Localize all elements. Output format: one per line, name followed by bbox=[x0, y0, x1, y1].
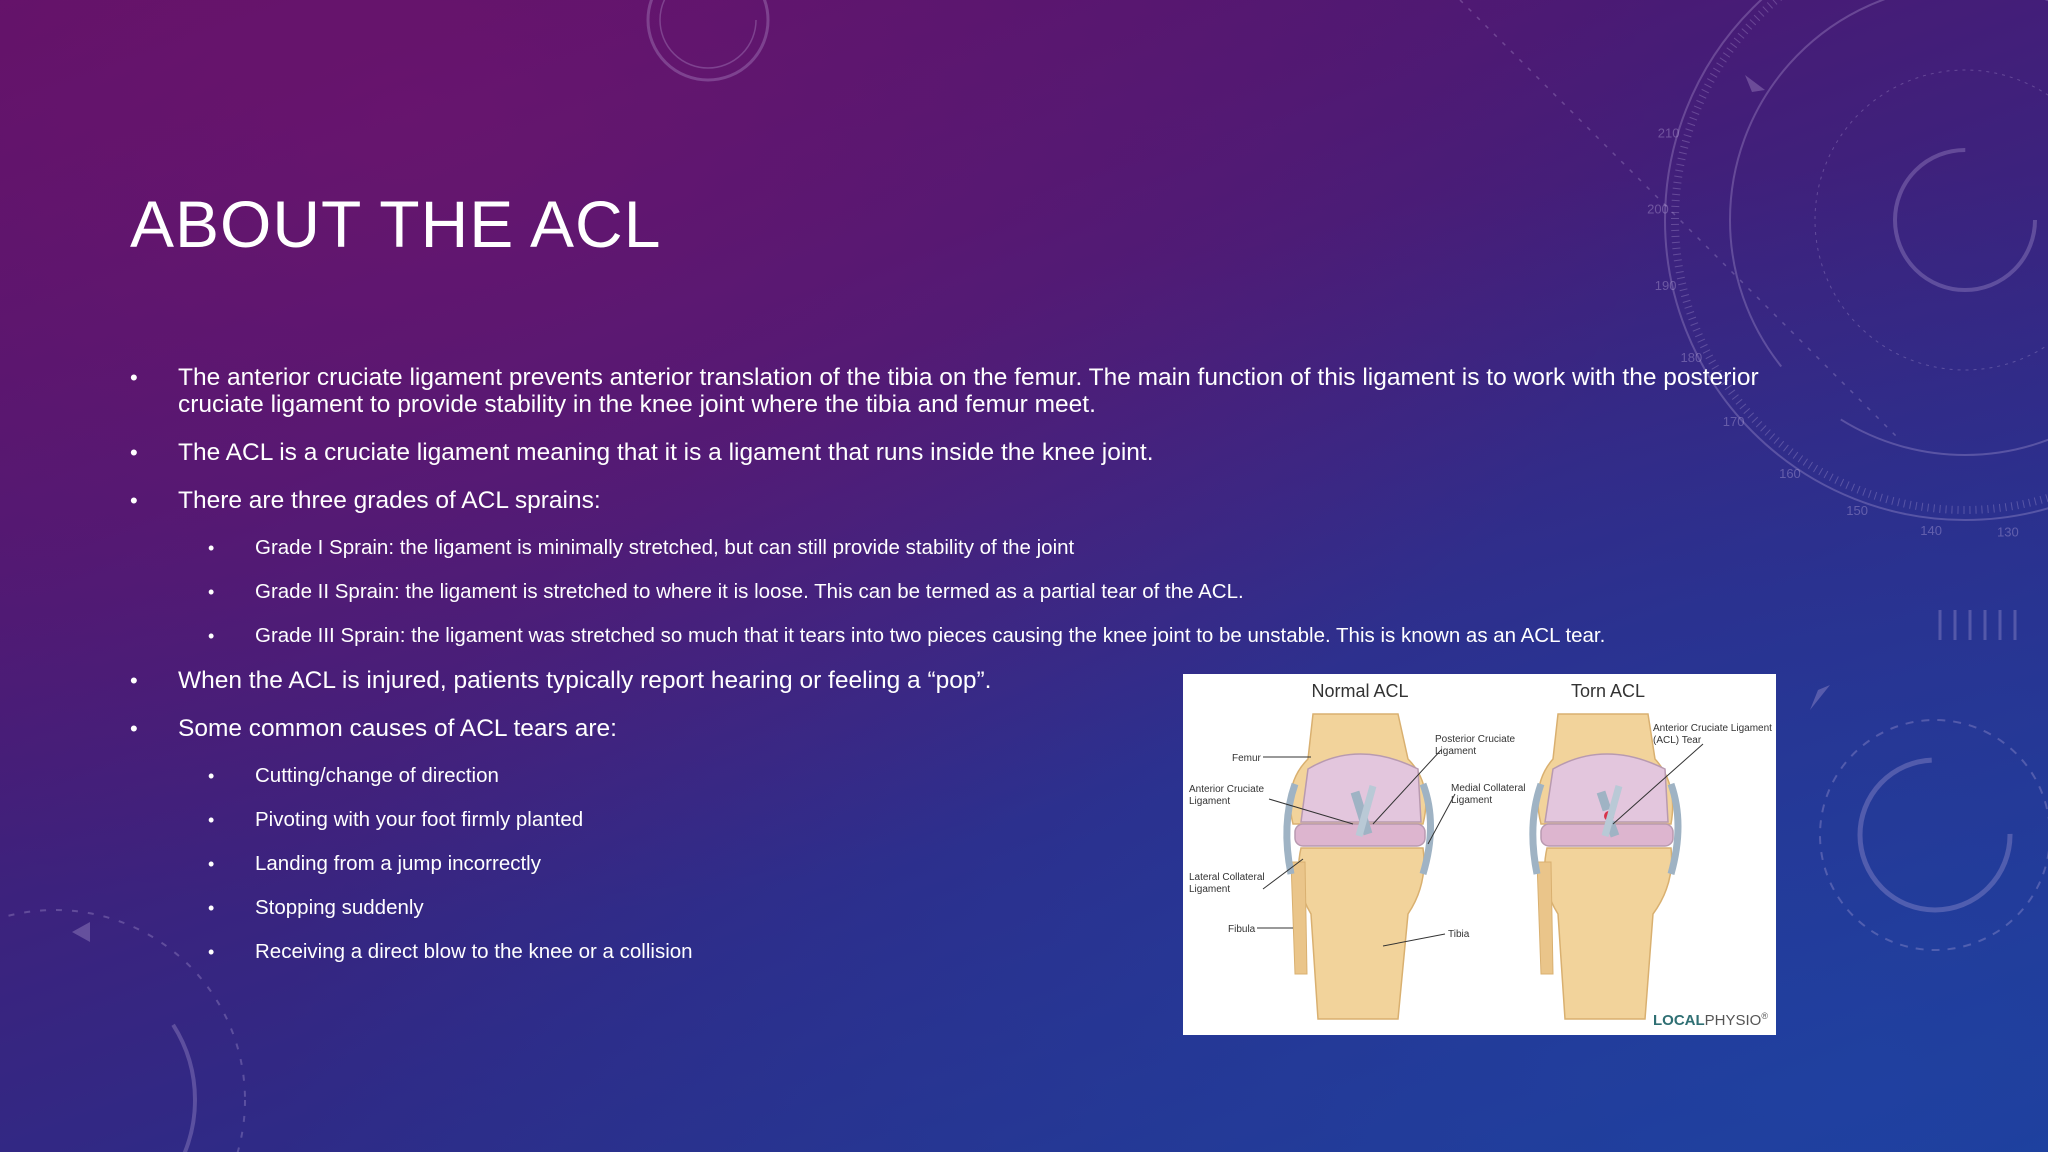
label-tibia: Tibia bbox=[1448, 929, 1470, 940]
sub-bullet-text: Receiving a direct blow to the knee or a collision bbox=[255, 940, 693, 963]
sub-bullet-text: Grade III Sprain: the ligament was stretched so much that it tears into two pieces causing the knee joint to be unstable. This is known as an ACL tear. bbox=[255, 624, 1606, 647]
bullet-dot: • bbox=[208, 582, 215, 602]
bullet-dot: • bbox=[130, 488, 138, 513]
torn-acl-heading: Torn ACL bbox=[1570, 681, 1646, 701]
dial-number: 210 bbox=[1657, 125, 1680, 141]
top-ring bbox=[648, 0, 768, 80]
bullet-dot: • bbox=[208, 854, 215, 874]
sub-bullet-text: Grade I Sprain: the ligament is minimally stretched, but can still provide stability of the joint bbox=[255, 536, 1075, 559]
arrow-marker-top bbox=[1745, 75, 1765, 92]
normal-knee-drawing bbox=[1287, 714, 1431, 1019]
torn-tibia-shape bbox=[1545, 848, 1672, 1019]
label-femur: Femur bbox=[1232, 753, 1261, 764]
bottom-left-ring bbox=[0, 960, 195, 1152]
sub-bullet-cause-3 bbox=[130, 851, 1255, 877]
dial-number: 140 bbox=[1920, 522, 1943, 538]
label-mcl: Medial Collateral Ligament bbox=[1451, 783, 1526, 806]
bullet-dot: • bbox=[130, 668, 138, 693]
sub-bullet-text: Grade II Sprain: the ligament is stretched to where it is loose. This can be termed as a partial tear of the ACL. bbox=[255, 580, 1244, 603]
bullet-pop bbox=[130, 667, 1178, 694]
dial-number: 200 bbox=[1647, 201, 1669, 217]
bullet-dot: • bbox=[208, 626, 215, 646]
arrow-marker-right bbox=[1810, 685, 1830, 710]
sub-bullet-grade-2 bbox=[130, 579, 1790, 605]
bullet-dot: • bbox=[208, 810, 215, 830]
sub-bullet-grade-1 bbox=[130, 535, 1790, 561]
right-ring-dashed bbox=[1820, 720, 2048, 950]
bullet-grades-intro bbox=[130, 487, 1790, 514]
sub-bullet-text: Stopping suddenly bbox=[255, 896, 424, 919]
bullet-causes-intro bbox=[130, 715, 1178, 742]
sub-bullet-cause-1 bbox=[130, 763, 1255, 789]
bullet-acl-function bbox=[130, 364, 1790, 418]
sub-bullet-cause-4 bbox=[130, 895, 1255, 921]
bullet-dot: • bbox=[130, 365, 138, 390]
dial-number: 160 bbox=[1779, 466, 1801, 481]
torn-fibula-shape bbox=[1537, 862, 1553, 974]
bullet-dot: • bbox=[208, 898, 215, 918]
dial-core-ring bbox=[1895, 150, 2035, 290]
arrow-marker-left bbox=[72, 922, 90, 942]
label-lcl: Lateral Collateral Ligament bbox=[1189, 872, 1265, 895]
bullet-dot: • bbox=[208, 942, 215, 962]
dial-number: 180 bbox=[1680, 350, 1703, 366]
dial-bars bbox=[1940, 610, 2015, 640]
normal-fibula-shape bbox=[1291, 862, 1307, 974]
label-acl: Anterior Cruciate Ligament bbox=[1189, 784, 1265, 807]
right-ring bbox=[1860, 760, 2010, 910]
slide-title: ABOUT THE ACL bbox=[130, 187, 662, 261]
normal-acl-heading: Normal ACL bbox=[1311, 681, 1409, 701]
bullet-text: When the ACL is injured, patients typically report hearing or feeling a “pop”. bbox=[178, 667, 992, 694]
bullet-dot: • bbox=[130, 716, 138, 741]
label-pcl: Posterior Cruciate Ligament bbox=[1435, 734, 1516, 757]
bullet-text: The anterior cruciate ligament prevents anterior translation of the tibia on the femur. The main function of this ligament is to work with the posterior cruciate ligament to provide stability in the knee joint where the tibia and femur meet. bbox=[178, 364, 1759, 418]
sub-bullet-text: Pivoting with your foot firmly planted bbox=[255, 808, 584, 831]
dial-number: 150 bbox=[1846, 503, 1869, 518]
bullet-dot: • bbox=[208, 538, 215, 558]
bullet-text: The ACL is a cruciate ligament meaning that it is a ligament that runs inside the knee joint. bbox=[178, 439, 1154, 466]
bullet-text: There are three grades of ACL sprains: bbox=[178, 487, 601, 514]
sub-bullet-grade-3 bbox=[130, 623, 1790, 649]
bullet-dot: • bbox=[208, 766, 215, 786]
sub-bullet-cause-5 bbox=[130, 939, 1255, 965]
torn-knee-drawing bbox=[1533, 714, 1678, 1019]
localphysio-logo bbox=[1653, 1011, 1768, 1029]
dial-number: 130 bbox=[1997, 524, 2019, 540]
torn-acl-upper bbox=[1601, 792, 1607, 810]
normal-tibia-shape bbox=[1299, 848, 1424, 1019]
dial-number: 170 bbox=[1722, 414, 1745, 429]
bullet-cruciate bbox=[130, 439, 1790, 466]
dial-number: 190 bbox=[1654, 277, 1677, 293]
logo-mark: ® bbox=[1761, 1011, 1768, 1021]
top-ring-inner bbox=[660, 0, 756, 68]
sub-bullet-text: Landing from a jump incorrectly bbox=[255, 852, 541, 875]
label-fibula: Fibula bbox=[1228, 924, 1256, 935]
label-torn: Anterior Cruciate Ligament (ACL) Tear bbox=[1653, 723, 1772, 746]
dial-inner-ring bbox=[1815, 70, 2048, 370]
sub-bullet-text: Cutting/change of direction bbox=[255, 764, 499, 787]
sub-bullet-cause-2 bbox=[130, 807, 1255, 833]
bullet-text: Some common causes of ACL tears are: bbox=[178, 715, 617, 742]
bullet-dot: • bbox=[130, 440, 138, 465]
logo-bold: LOCAL bbox=[1653, 1012, 1705, 1029]
normal-lcl-shape bbox=[1287, 784, 1295, 874]
torn-lcl-shape bbox=[1533, 784, 1541, 874]
knee-acl-illustration bbox=[1183, 674, 1776, 1035]
logo-light: PHYSIO bbox=[1704, 1012, 1762, 1029]
